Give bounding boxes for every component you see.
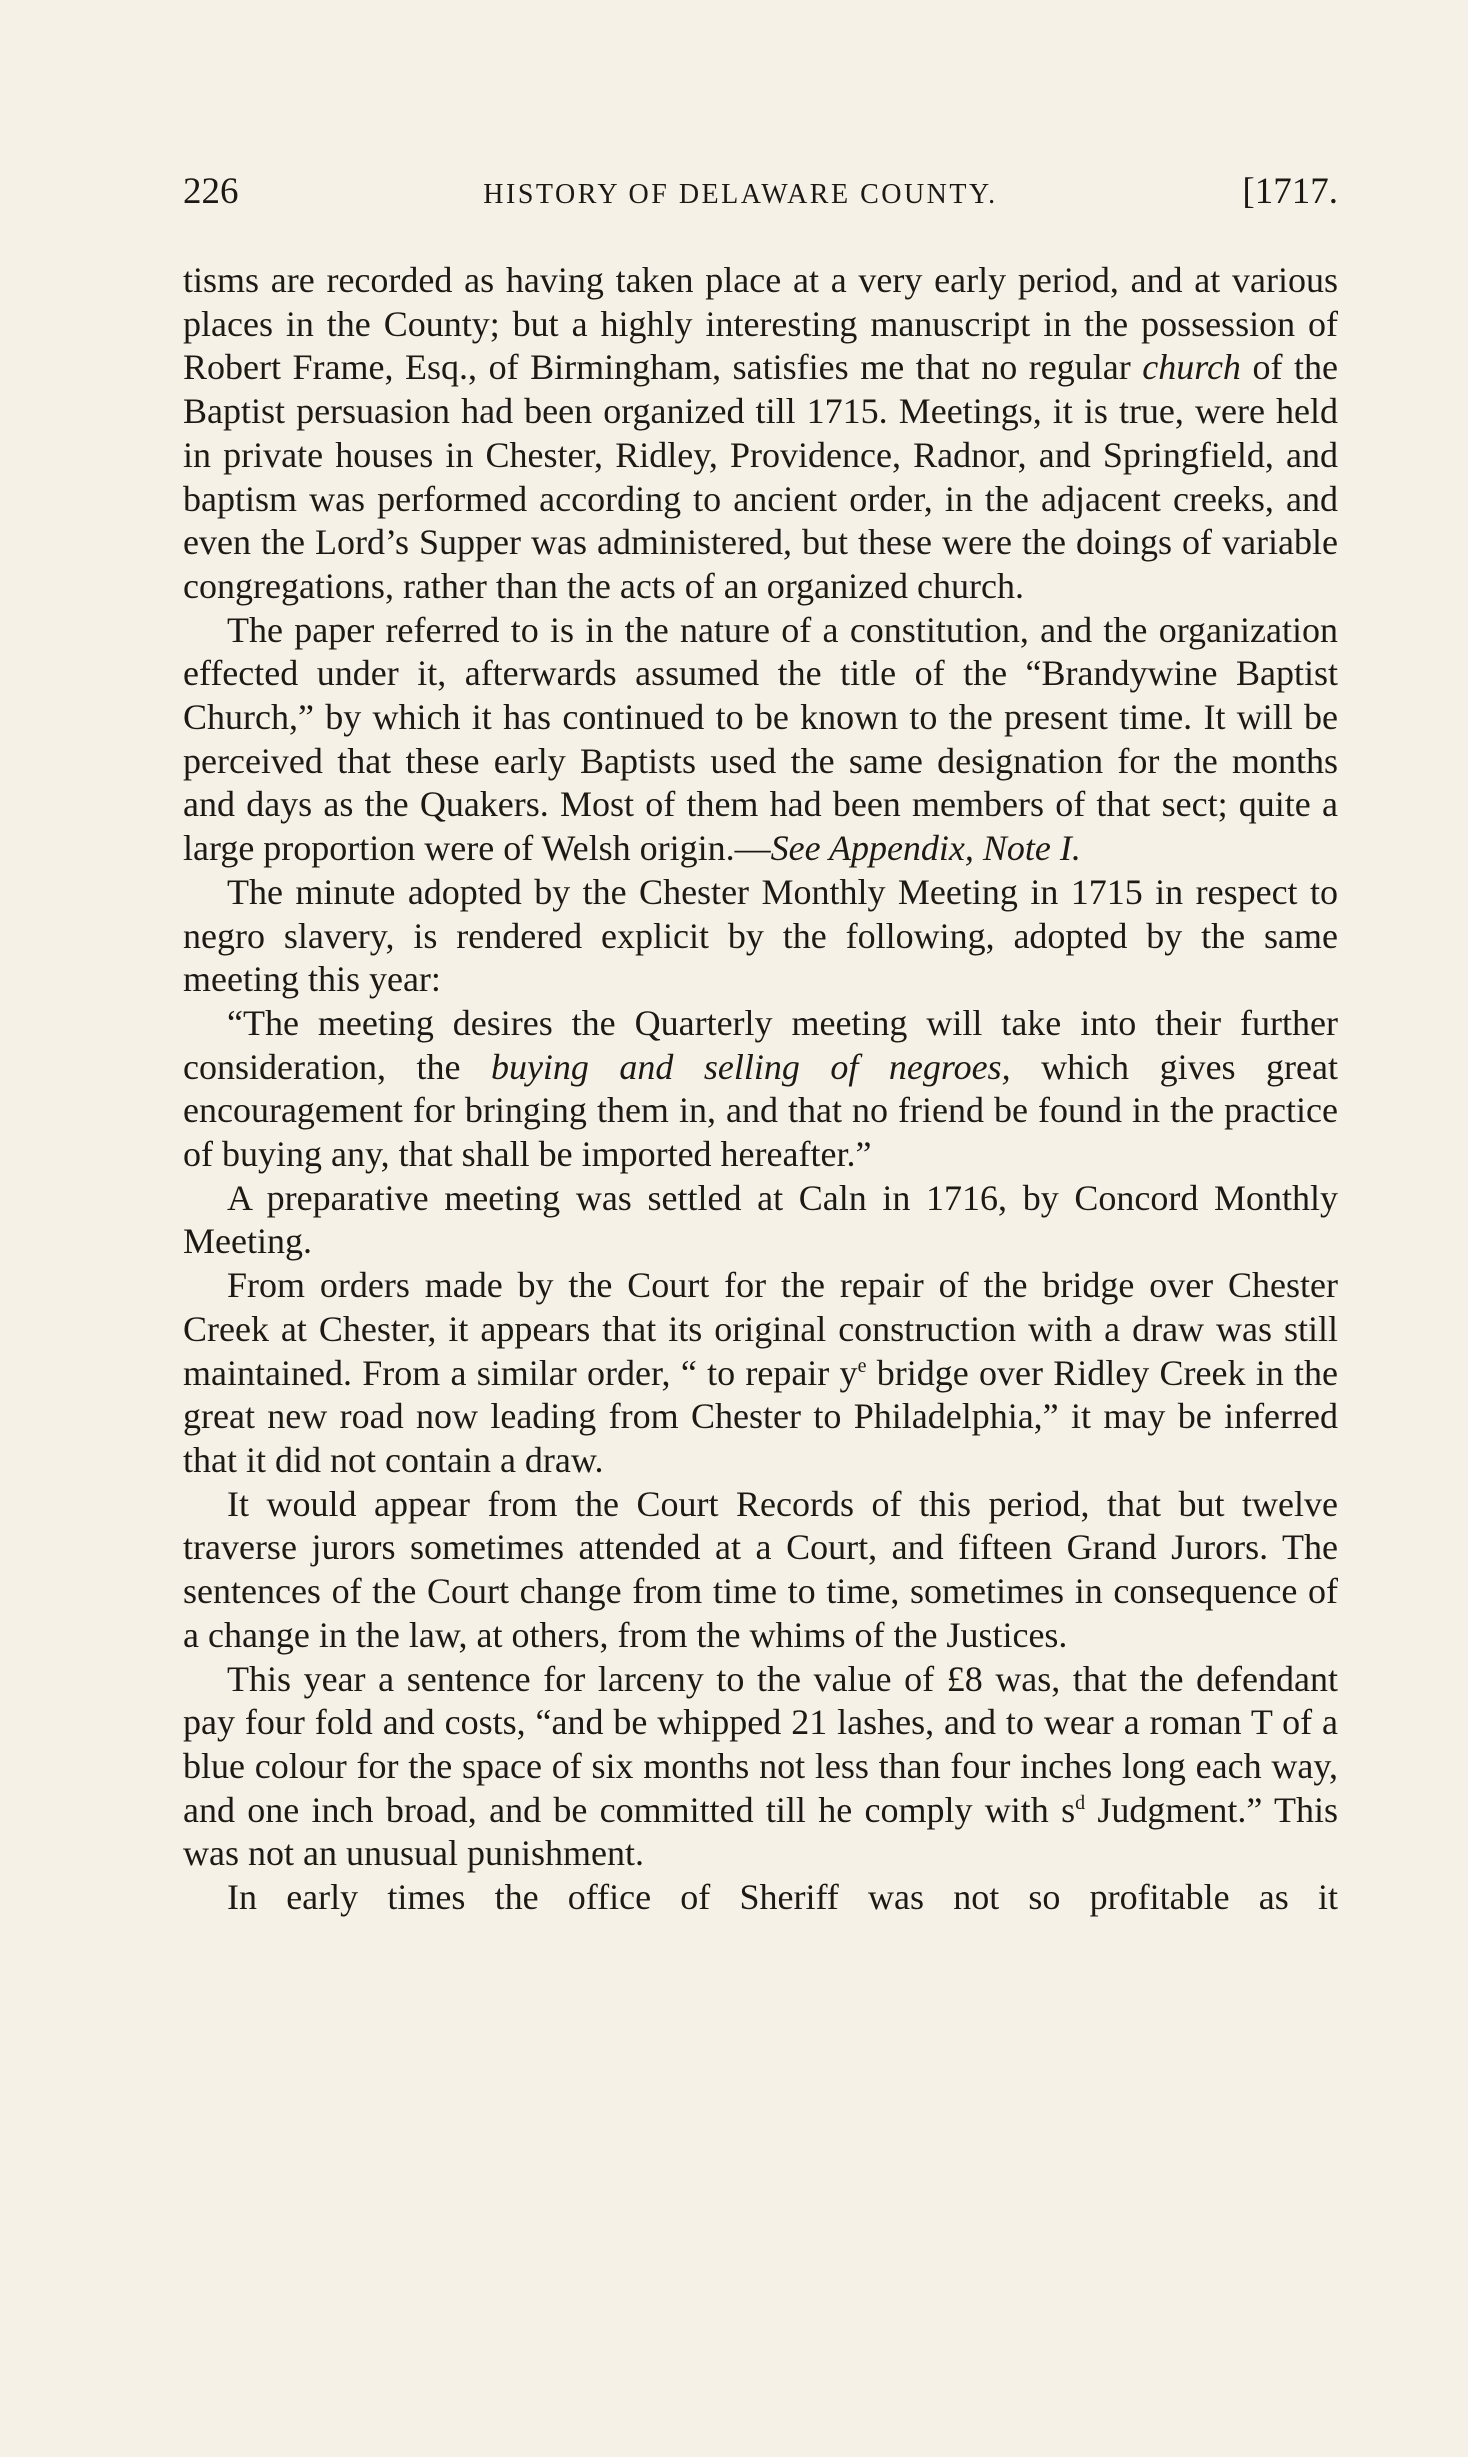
paragraph-chester-minute: The minute adopted by the Chester Monthly Meeting in 1715 in respect to negro slavery, is rendered explicit by the following, adopted by the same meeting this year:	[183, 871, 1338, 1000]
emphasis-church: church	[1142, 347, 1241, 388]
paragraph-sheriff-office: In early times the office of Sheriff was not so profitable as it	[227, 1877, 1338, 1918]
page-number: 226	[183, 171, 239, 212]
paragraph-larceny-sentence: This year a sentence for larceny to the value of £8 was, that the defendant pay four fold and costs, “and be whipped 21 lashes, and to wear a roman T of a blue colour for the space of six months not less than four inches long each way, and one inch broad, and be committed till he comply with $s^d$ Judgment.” This was not an unusual punishment.	[183, 1658, 1338, 1874]
paragraph-caln-meeting: A preparative meeting was settled at Caln in 1716, by Concord Monthly Meeting.	[183, 1177, 1338, 1262]
emphasis-buying-selling: buying and selling of negroes,	[490, 1046, 1011, 1087]
running-title: HISTORY OF DELAWARE COUNTY.	[483, 179, 998, 210]
body-text	[183, 259, 1338, 1920]
paragraph-brandywine-church: The paper referred to is in the nature of a constitution, and the organization effected under it, afterwards assumed the title of the “Brandywine Baptist Church,” by which it has continued to be known to the present time. It will be perceived that these early Baptists used the same designation for the months and days as the Quakers. Most of them had been members of that sect; quite a large proportion were of Welsh origin.—See Appendix, Note I.	[183, 609, 1338, 869]
year-marker: [1717.	[1242, 171, 1338, 212]
paragraph-baptist-manuscript: tisms are recorded as having taken place at a very early period, and at various places in the County; but a highly interesting manuscript in the possession of Robert Frame, Esq., of Birmingham, satisfies me that no regular church of the Baptist persuasion had been organized till 1715. Meetings, it is true, were held in private houses in Chester, Ridley, Providence, Radnor, and Springfield, and baptism was performed according to ancient order, in the adjacent creeks, and even the Lord’s Supper was administered, but these were the doings of variable congregations, rather than the acts of an organized church.	[183, 260, 1339, 606]
paragraph-court-records: It would appear from the Court Records of this period, that but twelve traverse jurors sometimes attended at a Court, and fifteen Grand Jurors. The sentences of the Court change from time to time, sometimes in consequence of a change in the law, at others, from the whims of the Justices.	[183, 1483, 1338, 1655]
emphasis-appendix-note: See Appendix, Note I.	[770, 828, 1081, 869]
book-page	[183, 170, 1338, 1920]
page-header	[183, 170, 1338, 213]
paragraph-bridge-orders: From orders made by the Court for the repair of the bridge over Chester Creek at Chester, it appears that its original construction with a draw was still maintained. From a similar order, “ to repair $y^e$ bridge over Ridley Creek in the great new road now leading from Chester to Philadelphia,” it may be inferred that it did not contain a draw.	[183, 1265, 1338, 1480]
paragraph-quarterly-quote: “The meeting desires the Quarterly meeting will take into their further consideration, the buying and selling of negroes, which gives great encouragement for bringing them in, and that no friend be found in the practice of buying any, that shall be imported hereafter.”	[183, 1002, 1339, 1175]
